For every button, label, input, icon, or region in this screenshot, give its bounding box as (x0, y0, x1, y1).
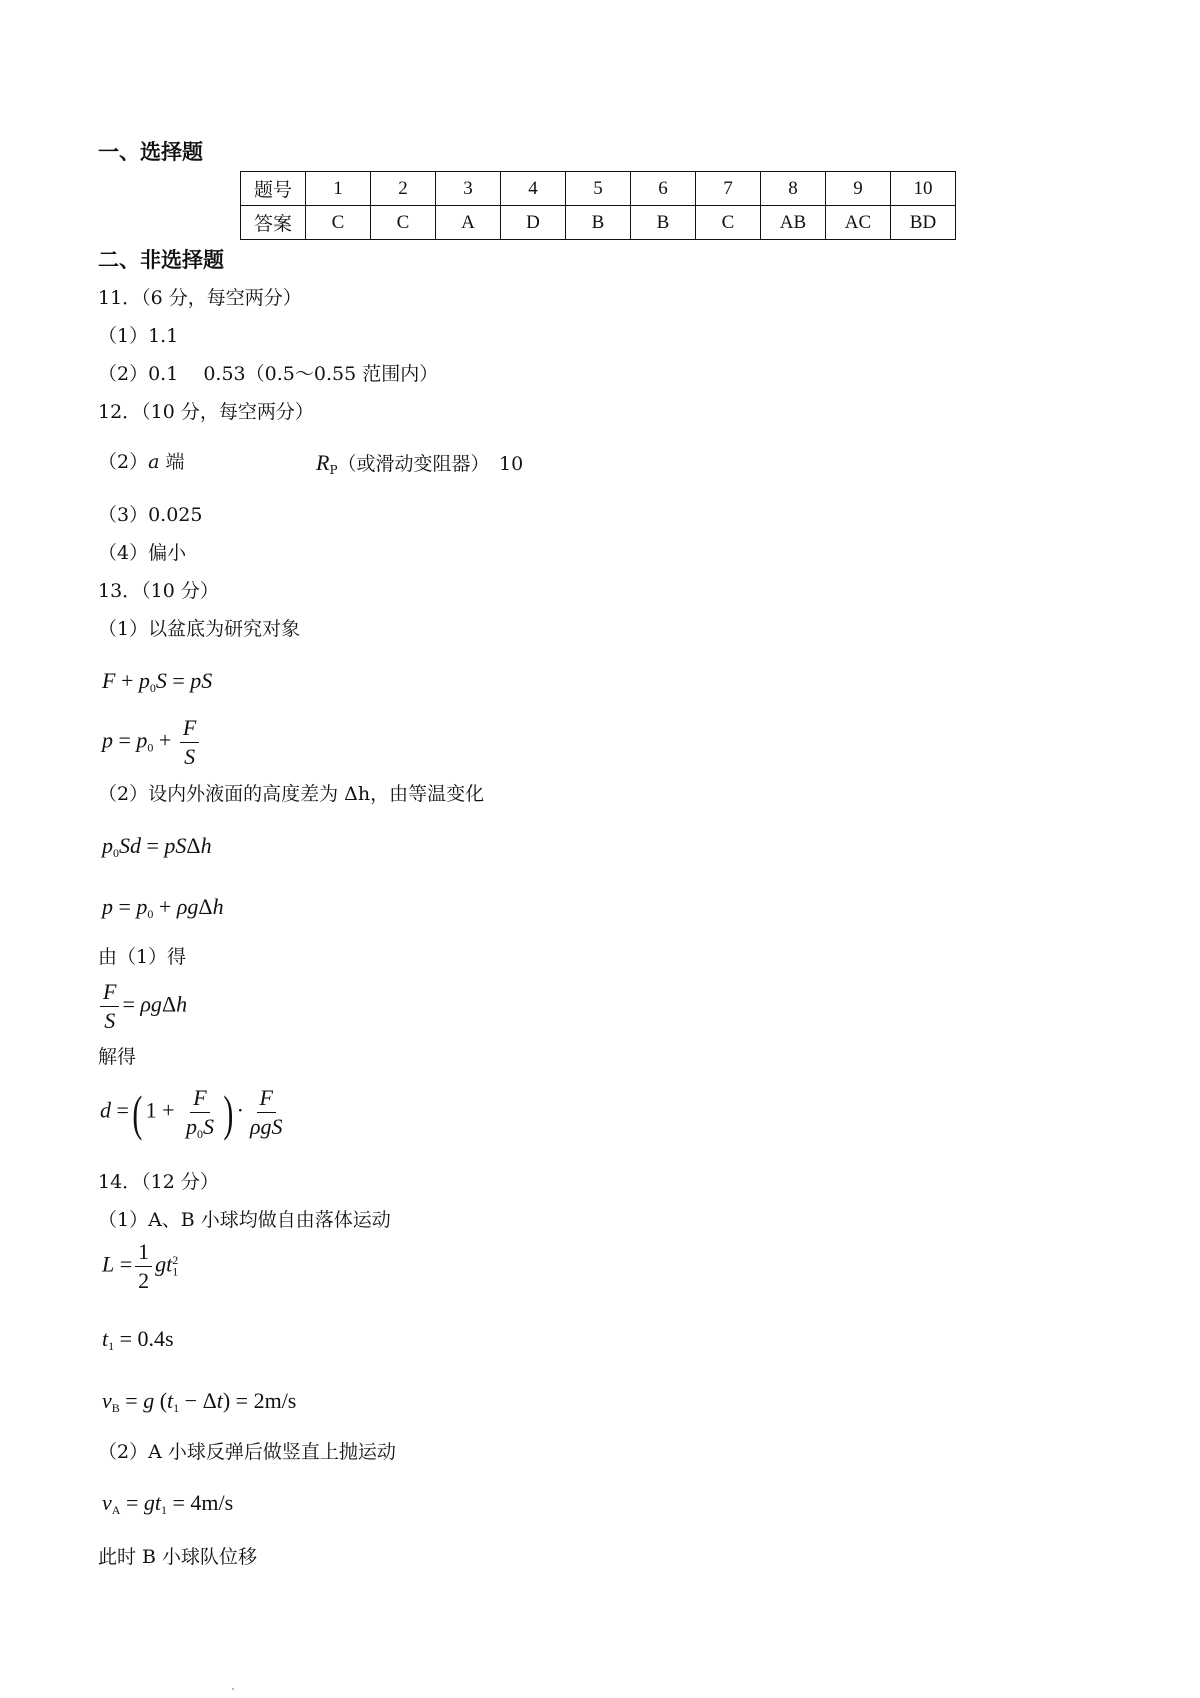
q12-part3: （3）0.025 (98, 504, 203, 526)
table-cell-answer: BD (891, 206, 956, 240)
table-cell-number: 3 (436, 172, 501, 206)
answer-table-number-row (241, 172, 956, 206)
table-row-label-number: 题号 (241, 172, 306, 206)
q12-var-r: R (316, 450, 330, 475)
q13-from1: 由（1）得 (98, 946, 187, 968)
table-cell-number: 9 (826, 172, 891, 206)
q12-var-a: a (148, 451, 160, 473)
q13-solve: 解得 (98, 1046, 137, 1068)
q12-part2-rp-tail: （或滑动变阻器） 10 (337, 453, 524, 475)
table-cell-answer: C (306, 206, 371, 240)
va-value: = 4m/s (172, 1490, 234, 1515)
q11-part2: （2）0.1 0.53（0.5～0.55 范围内） (98, 363, 439, 385)
table-cell-answer: C (696, 206, 761, 240)
table-cell-answer: A (436, 206, 501, 240)
q12-part4: （4）偏小 (98, 542, 187, 564)
equation-t1: $t_1 = 0.4s$ (102, 1326, 174, 1353)
q12-part2-a-tail: 端 (159, 451, 185, 473)
equation-vb: $v_B = g$ $(t_1 - \Delta t) = 2m/s$ (102, 1388, 297, 1415)
q11-part1: （1）1.1 (98, 325, 179, 347)
answer-table (240, 171, 956, 240)
section-1-title: 一、选择题 (98, 140, 203, 164)
equation-free-fall: L = $\frac{1}{2}$ $gt_1^2$ (102, 1239, 179, 1293)
table-cell-answer: AC (826, 206, 891, 240)
equation-va: $v_A = gt_1 = 4m/s$ (102, 1490, 234, 1517)
q12-part2-prefix: （2） (98, 451, 149, 473)
q12-sub-p: P (329, 463, 338, 477)
table-cell-answer: C (371, 206, 436, 240)
footer-mark (232, 1688, 234, 1690)
table-cell-number: 10 (891, 172, 956, 206)
equation-d-solution: d =( 1 + $\frac{F}{p_0S}$ ) · $\frac{F}{\text{ρgS}}$ (100, 1084, 283, 1141)
table-cell-answer: B (631, 206, 696, 240)
q12-header: 12．（10 分，每空两分） (98, 401, 314, 423)
section-2-title: 二、非选择题 (98, 248, 224, 272)
vb-value: = 2m/s (235, 1388, 297, 1413)
q11-header: 11．（6 分，每空两分） (98, 287, 302, 309)
table-cell-answer: B (566, 206, 631, 240)
table-row-label-answer: 答案 (241, 206, 306, 240)
q12-part2-a (98, 450, 184, 474)
q12-part2-rp (316, 450, 523, 476)
table-cell-number: 7 (696, 172, 761, 206)
equation-pressure: $p = p_0$ + $\frac{F}{S}$ (102, 716, 202, 769)
q13-part1: （1）以盆底为研究对象 (98, 618, 301, 640)
equation-hydrostatic: $p = p_0 + \rho g\Delta h$ (102, 894, 224, 921)
table-cell-number: 8 (761, 172, 826, 206)
q13-part2: （2）设内外液面的高度差为 Δh，由等温变化 (98, 783, 485, 805)
t1-value: = 0.4s (119, 1326, 174, 1351)
table-cell-number: 5 (566, 172, 631, 206)
equation-force-balance: $F + p_0S$ = pS (102, 668, 213, 695)
table-cell-number: 4 (501, 172, 566, 206)
q13-header: 13．（10 分） (98, 580, 219, 602)
table-cell-answer: AB (761, 206, 826, 240)
q14-header: 14．（12 分） (98, 1171, 219, 1193)
equation-isothermal: $p_0Sd = pS\Delta h$ (102, 833, 212, 860)
table-cell-answer: D (501, 206, 566, 240)
table-cell-number: 1 (306, 172, 371, 206)
equation-f-over-s: $\frac{F}{S}$ = ρgΔh (100, 980, 187, 1033)
answer-table-answer-row (241, 206, 956, 240)
table-cell-number: 2 (371, 172, 436, 206)
q14-part1: （1）A、B 小球均做自由落体运动 (98, 1209, 391, 1231)
q14-part2: （2）A 小球反弹后做竖直上抛运动 (98, 1441, 396, 1463)
q14-tail: 此时 B 小球队位移 (98, 1546, 258, 1568)
table-cell-number: 6 (631, 172, 696, 206)
